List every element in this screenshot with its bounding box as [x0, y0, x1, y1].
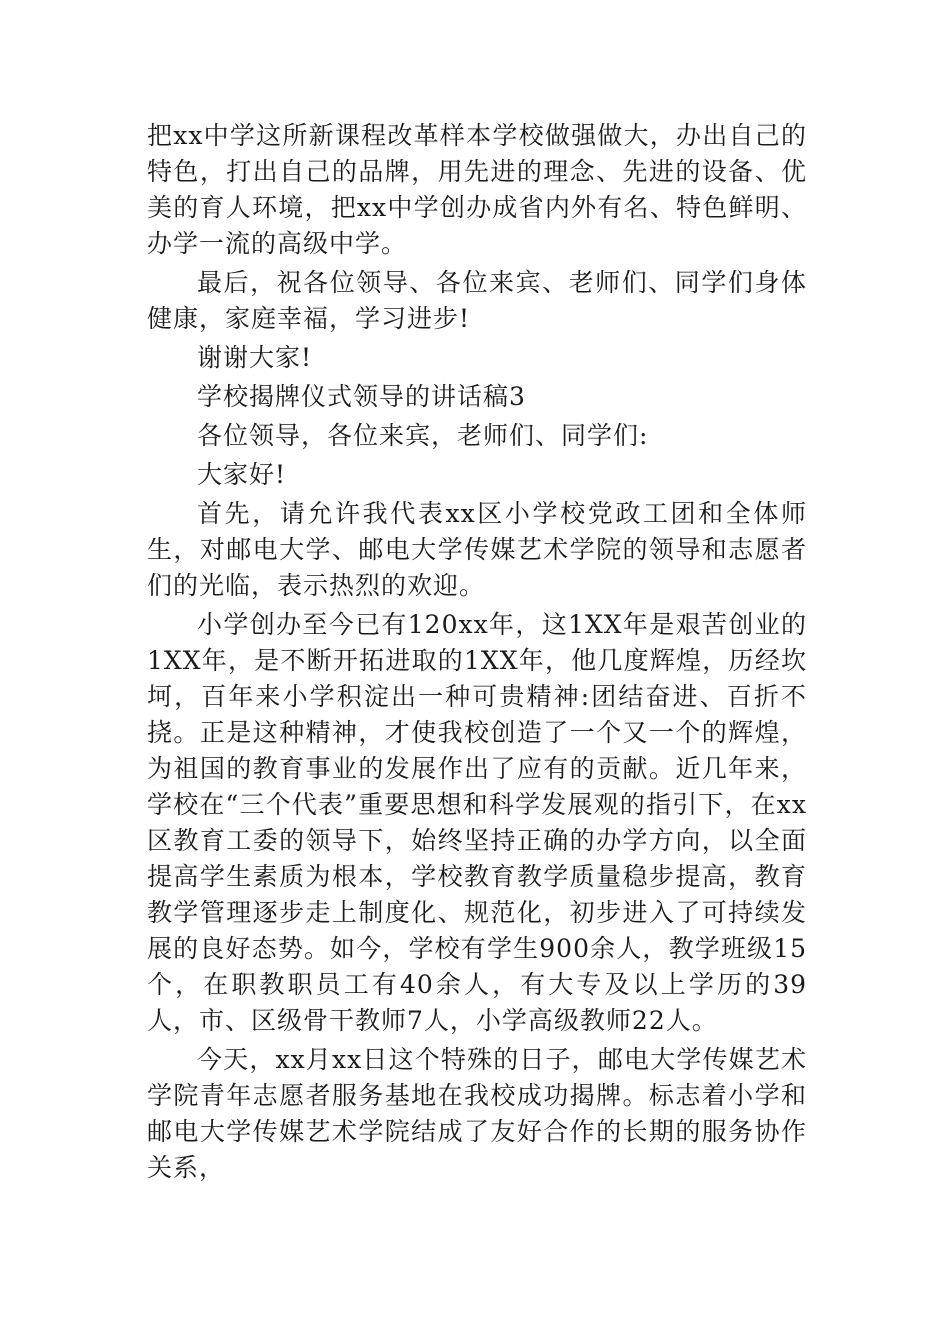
document-body	[147, 118, 807, 1189]
paragraph-2: 最后，祝各位领导、各位来宾、老师们、同学们身体健康，家庭幸福，学习进步!	[147, 268, 807, 333]
paragraph-3: 谢谢大家!	[197, 343, 313, 372]
section-title: 学校揭牌仪式领导的讲话稿3	[197, 382, 526, 411]
greeting: 大家好!	[197, 460, 287, 489]
paragraph-8: 小学创办至今已有120xx年，这1XX年是艰苦创业的1XX年，是不断开拓进取的1XX年，他几度辉煌，历经坎坷，百年来小学积淀出一种可贵精神:团结奋进、百折不挠。正是这种精神，才使我校创造了一个又一个的辉煌，为祖国的教育事业的发展作出了应有的贡献。近几年来，学校在“三个代表”重要思想和科学发展观的指引下，在xx区教育工委的领导下，始终坚持正确的办学方向，以全面提高学生素质为根本，学校教育教学质量稳步提高，教育教学管理逐步走上制度化、规范化，初步进入了可持续发展的良好态势。如今，学校有学生900余人，教学班级15个，在职教职员工有40余人，有大专及以上学历的39人，市、区级骨干教师7人，小学高级教师22人。	[147, 610, 807, 1035]
paragraph-9: 今天，xx月xx日这个特殊的日子，邮电大学传媒艺术学院青年志愿者服务基地在我校成功揭牌。标志着小学和邮电大学传媒艺术学院结成了友好合作的长期的服务协作关系，	[147, 1045, 807, 1182]
paragraph-7: 首先，请允许我代表xx区小学校党政工团和全体师生，对邮电大学、邮电大学传媒艺术学院的领导和志愿者们的光临，表示热烈的欢迎。	[147, 499, 807, 600]
paragraph-1: 把xx中学这所新课程改革样本学校做强做大，办出自己的特色，打出自己的品牌，用先进的理念、先进的设备、优美的育人环境，把xx中学创办成省内外有名、特色鲜明、办学一流的高级中学。	[147, 121, 807, 258]
salutation: 各位领导，各位来宾，老师们、同学们:	[197, 421, 649, 450]
